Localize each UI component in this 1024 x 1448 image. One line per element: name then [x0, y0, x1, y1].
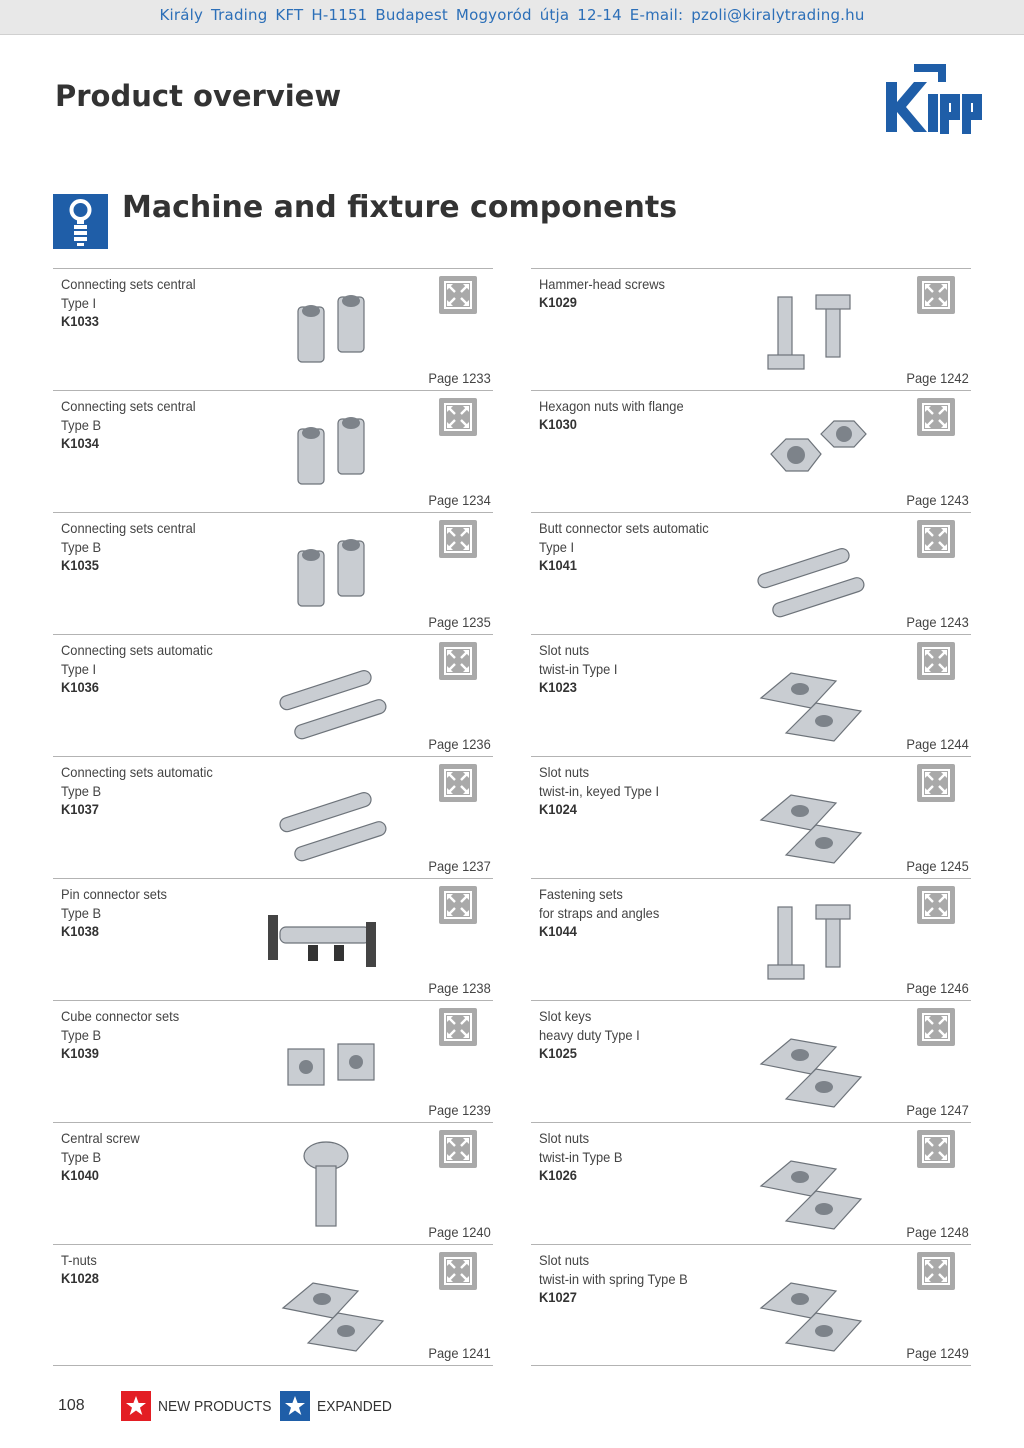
- zoom-icon[interactable]: [439, 886, 477, 924]
- page-reference: Page 1237: [428, 858, 491, 874]
- product-image: [716, 643, 891, 751]
- zoom-icon[interactable]: [917, 398, 955, 436]
- product-item: [531, 1122, 971, 1244]
- product-name: [539, 885, 659, 922]
- product-item: [531, 634, 971, 756]
- page-reference: Page 1238: [428, 980, 491, 996]
- new-products-star-icon: [121, 1391, 151, 1421]
- product-name: [539, 397, 684, 416]
- product-type: twist-in Type B: [539, 1148, 623, 1165]
- kipp-logo: [884, 62, 984, 136]
- zoom-icon[interactable]: [917, 520, 955, 558]
- zoom-icon[interactable]: [917, 1008, 955, 1046]
- product-column-left: [53, 268, 493, 1366]
- product-item: [53, 756, 493, 878]
- product-image: [238, 521, 413, 629]
- product-name: [61, 519, 196, 556]
- product-image: [716, 277, 891, 385]
- section-title: Machine and fixture components: [122, 190, 678, 225]
- expanded-star-icon: [280, 1391, 310, 1421]
- product-type: Type B: [61, 538, 102, 555]
- product-code: K1039: [61, 1045, 99, 1061]
- product-name: [61, 275, 196, 312]
- product-image: [238, 399, 413, 507]
- product-name-line: Slot nuts: [539, 642, 590, 658]
- product-item: [531, 390, 971, 512]
- product-name-line: Connecting sets automatic: [61, 642, 213, 658]
- page-reference: Page 1249: [906, 1345, 969, 1361]
- product-name-line: Butt connector sets automatic: [539, 520, 709, 536]
- page-reference: Page 1247: [906, 1102, 969, 1118]
- product-type: Type I: [539, 538, 575, 555]
- zoom-icon[interactable]: [439, 764, 477, 802]
- zoom-icon[interactable]: [439, 642, 477, 680]
- product-type: Type B: [61, 416, 102, 433]
- product-image: [238, 1009, 413, 1117]
- zoom-icon[interactable]: [439, 276, 477, 314]
- product-type: Type B: [61, 782, 102, 799]
- product-name-line: Cube connector sets: [61, 1008, 180, 1024]
- product-item: [53, 1000, 493, 1122]
- product-code: K1025: [539, 1045, 577, 1061]
- product-name-line: Hammer-head screws: [539, 276, 665, 292]
- product-code: K1040: [61, 1167, 99, 1183]
- page-reference: Page 1243: [906, 614, 969, 630]
- zoom-icon[interactable]: [917, 886, 955, 924]
- product-name-line: Connecting sets central: [61, 398, 196, 414]
- product-name: [539, 763, 659, 800]
- product-name-line: Hexagon nuts with flange: [539, 398, 684, 414]
- product-name: [539, 275, 665, 294]
- product-image: [238, 887, 413, 995]
- product-image: [716, 1009, 891, 1117]
- product-image: [716, 521, 891, 629]
- product-image: [716, 887, 891, 995]
- page-reference: Page 1245: [906, 858, 969, 874]
- product-type: Type B: [61, 904, 102, 921]
- fixture-component-icon: [53, 194, 108, 249]
- product-name-line: Slot nuts: [539, 764, 590, 780]
- product-item: [531, 1244, 971, 1366]
- product-name-line: Slot nuts: [539, 1252, 590, 1268]
- product-image: [238, 765, 413, 873]
- page-title: Product overview: [55, 79, 342, 113]
- product-item: [53, 634, 493, 756]
- page-reference: Page 1246: [906, 980, 969, 996]
- product-code: K1023: [539, 679, 577, 695]
- zoom-icon[interactable]: [439, 520, 477, 558]
- product-item: [531, 268, 971, 390]
- product-item: [53, 878, 493, 1000]
- zoom-icon[interactable]: [917, 642, 955, 680]
- product-image: [716, 765, 891, 873]
- product-image: [716, 399, 891, 507]
- zoom-icon[interactable]: [439, 1130, 477, 1168]
- product-item: [53, 1244, 493, 1366]
- product-item: [531, 878, 971, 1000]
- product-type: Type B: [61, 1026, 102, 1043]
- product-type: heavy duty Type I: [539, 1026, 640, 1043]
- product-type: Type I: [61, 294, 97, 311]
- product-name-line: Pin connector sets: [61, 886, 167, 902]
- product-image: [238, 1131, 413, 1239]
- product-code: K1029: [539, 294, 577, 310]
- product-type: twist-in Type I: [539, 660, 618, 677]
- legend-expanded: EXPANDED: [317, 1398, 392, 1415]
- product-code: K1024: [539, 801, 577, 817]
- product-code: K1036: [61, 679, 99, 695]
- page-reference: Page 1233: [428, 370, 491, 386]
- product-name-line: Connecting sets automatic: [61, 764, 213, 780]
- product-column-right: [531, 268, 971, 1366]
- product-name-line: T-nuts: [61, 1252, 97, 1268]
- product-name: [539, 1129, 623, 1166]
- product-name: [61, 641, 213, 678]
- product-image: [238, 643, 413, 751]
- product-name: [61, 1007, 179, 1044]
- product-name: [539, 1007, 640, 1044]
- product-name-line: Fastening sets: [539, 886, 623, 902]
- page-reference: Page 1239: [428, 1102, 491, 1118]
- product-item: [53, 1122, 493, 1244]
- zoom-icon[interactable]: [439, 1008, 477, 1046]
- page-reference: Page 1235: [428, 614, 491, 630]
- product-name: [61, 1251, 97, 1270]
- product-name: [539, 519, 709, 556]
- product-item: [531, 756, 971, 878]
- page-reference: Page 1244: [906, 736, 969, 752]
- zoom-icon[interactable]: [917, 764, 955, 802]
- product-name: [61, 1129, 140, 1166]
- product-code: K1034: [61, 435, 99, 451]
- product-name: [61, 397, 196, 434]
- product-image: [716, 1131, 891, 1239]
- page-reference: Page 1236: [428, 736, 491, 752]
- product-name: [539, 1251, 688, 1288]
- company-header-bar: [0, 0, 1024, 35]
- zoom-icon[interactable]: [439, 398, 477, 436]
- product-name-line: Slot nuts: [539, 1130, 590, 1146]
- product-name-line: Connecting sets central: [61, 520, 196, 536]
- page-reference: Page 1241: [428, 1345, 491, 1361]
- product-type: for straps and angles: [539, 904, 660, 921]
- product-image: [238, 277, 413, 385]
- product-code: K1030: [539, 416, 577, 432]
- product-code: K1035: [61, 557, 99, 573]
- page-number: 108: [58, 1397, 85, 1414]
- product-name: [61, 763, 213, 800]
- product-code: K1044: [539, 923, 577, 939]
- product-code: K1033: [61, 313, 99, 329]
- product-item: [53, 268, 493, 390]
- product-name-line: Slot keys: [539, 1008, 592, 1024]
- page-reference: Page 1240: [428, 1224, 491, 1240]
- zoom-icon[interactable]: [439, 1252, 477, 1290]
- product-image: [716, 1253, 891, 1361]
- legend-new-products: NEW PRODUCTS: [158, 1398, 272, 1415]
- product-code: K1041: [539, 557, 577, 573]
- page-reference: Page 1242: [906, 370, 969, 386]
- product-type: twist-in with spring Type B: [539, 1270, 688, 1287]
- product-type: Type B: [61, 1148, 102, 1165]
- product-item: [531, 512, 971, 634]
- page-reference: Page 1243: [906, 492, 969, 508]
- page-reference: Page 1248: [906, 1224, 969, 1240]
- product-name: [539, 641, 618, 678]
- product-code: K1038: [61, 923, 99, 939]
- zoom-icon[interactable]: [917, 1252, 955, 1290]
- product-code: K1037: [61, 801, 99, 817]
- product-name-line: Connecting sets central: [61, 276, 196, 292]
- page-reference: Page 1234: [428, 492, 491, 508]
- product-code: K1026: [539, 1167, 577, 1183]
- product-code: K1028: [61, 1270, 99, 1286]
- zoom-icon[interactable]: [917, 276, 955, 314]
- product-item: [531, 1000, 971, 1122]
- product-name-line: Central screw: [61, 1130, 140, 1146]
- company-info: Király Trading KFT H-1151 Budapest Mogyoród útja 12-14 E-mail: pzoli@kiralytrading.hu: [159, 6, 865, 24]
- zoom-icon[interactable]: [917, 1130, 955, 1168]
- product-item: [53, 512, 493, 634]
- product-type: Type I: [61, 660, 97, 677]
- product-name: [61, 885, 167, 922]
- product-image: [238, 1253, 413, 1361]
- product-type: twist-in, keyed Type I: [539, 782, 660, 799]
- product-item: [53, 390, 493, 512]
- product-code: K1027: [539, 1289, 577, 1305]
